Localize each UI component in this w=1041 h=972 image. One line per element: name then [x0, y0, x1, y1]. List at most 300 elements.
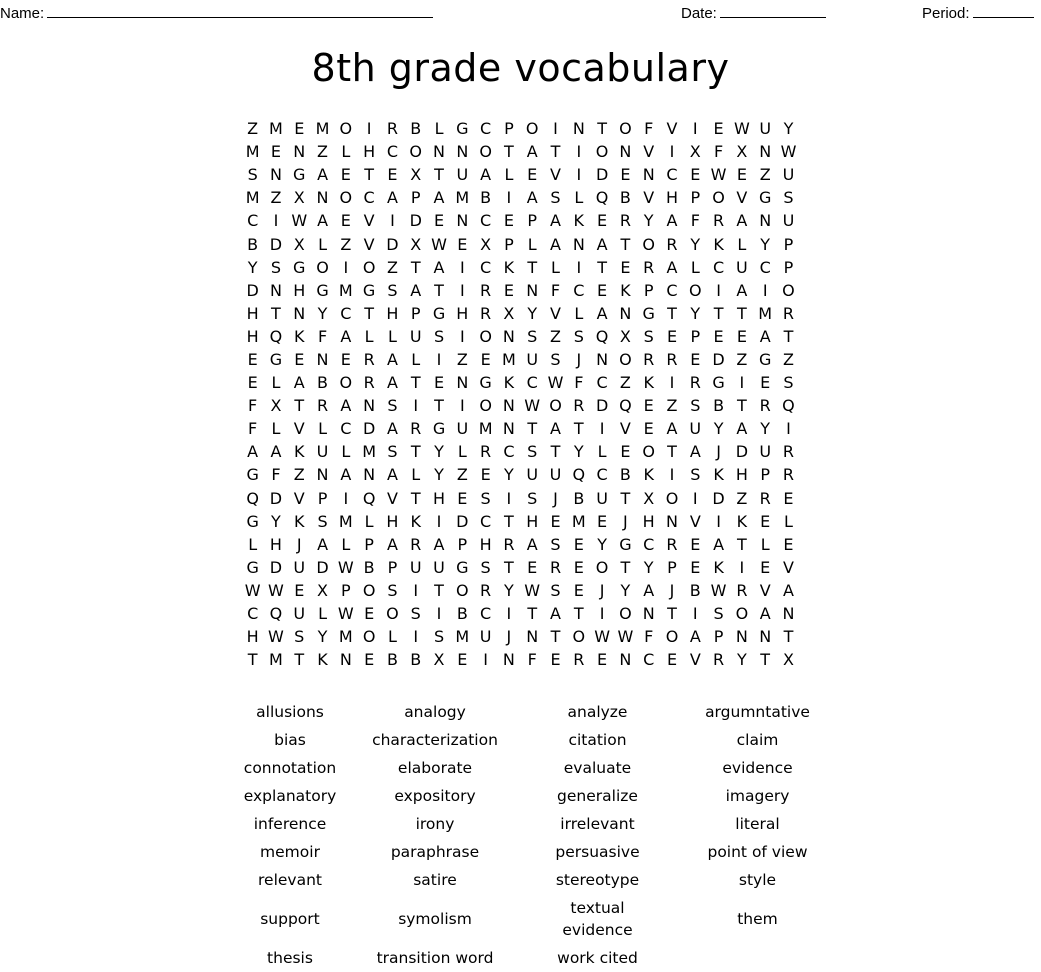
grid-letter[interactable]: P: [410, 303, 421, 323]
grid-letter[interactable]: C: [480, 119, 492, 139]
grid-letter[interactable]: Z: [340, 234, 352, 254]
grid-letter[interactable]: L: [411, 465, 421, 485]
grid-letter[interactable]: K: [293, 442, 305, 462]
grid-letter[interactable]: L: [457, 442, 467, 462]
grid-letter[interactable]: O: [595, 557, 609, 577]
grid-letter[interactable]: P: [783, 257, 794, 277]
grid-letter[interactable]: I: [599, 419, 605, 439]
grid-letter[interactable]: A: [386, 419, 398, 439]
grid-letter[interactable]: S: [550, 580, 561, 600]
grid-letter[interactable]: E: [783, 534, 794, 554]
grid-letter[interactable]: S: [527, 442, 538, 462]
grid-letter[interactable]: G: [269, 349, 283, 369]
grid-letter[interactable]: P: [387, 557, 398, 577]
grid-letter[interactable]: Y: [247, 257, 258, 277]
grid-letter[interactable]: R: [619, 211, 631, 231]
grid-letter[interactable]: G: [293, 257, 306, 277]
grid-letter[interactable]: T: [410, 442, 421, 462]
grid-letter[interactable]: O: [619, 349, 632, 369]
grid-letter[interactable]: J: [623, 511, 628, 531]
grid-letter[interactable]: D: [735, 442, 749, 462]
grid-letter[interactable]: T: [247, 650, 258, 670]
grid-letter[interactable]: K: [573, 211, 585, 231]
grid-letter[interactable]: A: [689, 627, 701, 647]
grid-letter[interactable]: Y: [760, 234, 771, 254]
grid-letter[interactable]: N: [526, 627, 539, 647]
grid-letter[interactable]: C: [713, 257, 725, 277]
grid-letter[interactable]: T: [667, 303, 677, 323]
grid-letter[interactable]: N: [596, 349, 609, 369]
grid-letter[interactable]: E: [760, 557, 771, 577]
grid-letter[interactable]: Q: [595, 326, 609, 346]
grid-letter[interactable]: S: [550, 349, 561, 369]
grid-letter[interactable]: M: [455, 627, 470, 647]
grid-letter[interactable]: A: [317, 211, 329, 231]
grid-letter[interactable]: Z: [293, 465, 305, 485]
grid-letter[interactable]: O: [712, 188, 725, 208]
grid-letter[interactable]: F: [690, 211, 700, 231]
grid-letter[interactable]: F: [550, 280, 561, 300]
grid-letter[interactable]: O: [782, 280, 795, 300]
grid-letter[interactable]: K: [736, 511, 748, 531]
grid-letter[interactable]: L: [527, 234, 537, 254]
grid-letter[interactable]: X: [503, 303, 515, 323]
grid-letter[interactable]: T: [667, 604, 677, 624]
grid-letter[interactable]: E: [643, 419, 654, 439]
grid-letter[interactable]: L: [341, 534, 351, 554]
grid-letter[interactable]: V: [363, 234, 375, 254]
grid-letter[interactable]: S: [783, 188, 794, 208]
grid-letter[interactable]: X: [782, 650, 794, 670]
grid-letter[interactable]: T: [736, 303, 747, 323]
grid-letter[interactable]: W: [244, 580, 261, 600]
grid-letter[interactable]: E: [480, 465, 491, 485]
grid-letter[interactable]: C: [573, 280, 585, 300]
grid-letter[interactable]: F: [574, 373, 584, 393]
grid-letter[interactable]: L: [248, 534, 258, 554]
grid-letter[interactable]: X: [270, 396, 282, 416]
grid-letter[interactable]: R: [480, 580, 492, 600]
grid-letter[interactable]: H: [246, 303, 259, 323]
grid-letter[interactable]: S: [433, 326, 445, 346]
grid-letter[interactable]: S: [643, 326, 654, 346]
grid-letter[interactable]: C: [759, 257, 771, 277]
grid-letter[interactable]: W: [431, 234, 447, 254]
grid-letter[interactable]: L: [271, 373, 281, 393]
grid-letter[interactable]: T: [620, 557, 631, 577]
grid-letter[interactable]: N: [456, 142, 469, 162]
grid-letter[interactable]: A: [550, 604, 561, 624]
grid-letter[interactable]: T: [550, 442, 561, 462]
grid-letter[interactable]: I: [576, 165, 582, 185]
grid-letter[interactable]: E: [550, 650, 561, 670]
period-line[interactable]: [973, 4, 1034, 18]
grid-letter[interactable]: E: [690, 557, 701, 577]
grid-letter[interactable]: Y: [783, 119, 794, 139]
grid-letter[interactable]: U: [409, 557, 422, 577]
grid-letter[interactable]: W: [617, 627, 634, 647]
grid-letter[interactable]: I: [506, 488, 512, 508]
grid-letter[interactable]: I: [692, 119, 698, 139]
grid-letter[interactable]: R: [666, 349, 678, 369]
grid-letter[interactable]: S: [480, 488, 491, 508]
grid-letter[interactable]: L: [597, 442, 607, 462]
grid-letter[interactable]: N: [526, 280, 539, 300]
grid-letter[interactable]: E: [457, 234, 468, 254]
grid-letter[interactable]: K: [713, 557, 724, 577]
grid-letter[interactable]: T: [364, 303, 375, 323]
grid-letter[interactable]: H: [293, 280, 306, 300]
grid-letter[interactable]: E: [597, 511, 608, 531]
grid-letter[interactable]: D: [595, 396, 609, 416]
grid-letter[interactable]: E: [666, 650, 678, 670]
grid-letter[interactable]: C: [643, 534, 655, 554]
grid-letter[interactable]: I: [459, 396, 465, 416]
grid-letter[interactable]: I: [669, 465, 675, 485]
grid-letter[interactable]: V: [689, 511, 701, 531]
grid-letter[interactable]: O: [339, 119, 353, 139]
grid-letter[interactable]: A: [340, 465, 352, 485]
grid-letter[interactable]: N: [269, 165, 282, 185]
grid-letter[interactable]: Z: [270, 188, 282, 208]
grid-letter[interactable]: O: [642, 442, 655, 462]
grid-letter[interactable]: T: [410, 257, 421, 277]
grid-letter[interactable]: I: [436, 604, 442, 624]
grid-letter[interactable]: Y: [271, 511, 281, 531]
grid-letter[interactable]: O: [362, 257, 376, 277]
grid-letter[interactable]: R: [410, 419, 422, 439]
grid-letter[interactable]: A: [433, 534, 445, 554]
grid-letter[interactable]: L: [574, 303, 584, 323]
grid-letter[interactable]: A: [596, 303, 608, 323]
grid-letter[interactable]: N: [456, 211, 469, 231]
grid-letter[interactable]: P: [690, 188, 701, 208]
grid-letter[interactable]: H: [735, 465, 748, 485]
grid-letter[interactable]: T: [410, 488, 421, 508]
grid-letter[interactable]: A: [666, 419, 678, 439]
grid-letter[interactable]: C: [526, 373, 538, 393]
grid-letter[interactable]: T: [504, 557, 514, 577]
grid-letter[interactable]: N: [293, 303, 306, 323]
grid-letter[interactable]: E: [387, 165, 398, 185]
grid-letter[interactable]: G: [758, 188, 772, 208]
grid-letter[interactable]: U: [409, 326, 422, 346]
grid-letter[interactable]: L: [784, 511, 793, 531]
grid-letter[interactable]: D: [386, 234, 399, 254]
grid-letter[interactable]: M: [269, 650, 283, 670]
grid-letter[interactable]: A: [270, 442, 282, 462]
grid-letter[interactable]: H: [456, 303, 469, 323]
grid-letter[interactable]: C: [666, 280, 678, 300]
grid-letter[interactable]: H: [479, 534, 492, 554]
grid-letter[interactable]: E: [760, 511, 771, 531]
grid-letter[interactable]: G: [362, 280, 376, 300]
grid-letter[interactable]: H: [433, 488, 446, 508]
grid-letter[interactable]: W: [524, 396, 541, 416]
grid-letter[interactable]: P: [504, 234, 514, 254]
grid-letter[interactable]: P: [783, 234, 794, 254]
grid-letter[interactable]: M: [338, 627, 353, 647]
grid-letter[interactable]: Y: [643, 211, 654, 231]
grid-letter[interactable]: I: [506, 188, 512, 208]
grid-letter[interactable]: Z: [759, 165, 771, 185]
grid-letter[interactable]: R: [316, 396, 329, 416]
grid-letter[interactable]: J: [553, 488, 558, 508]
grid-letter[interactable]: S: [387, 442, 398, 462]
grid-letter[interactable]: R: [480, 442, 492, 462]
grid-letter[interactable]: O: [665, 627, 679, 647]
grid-letter[interactable]: O: [642, 234, 655, 254]
grid-letter[interactable]: E: [294, 580, 305, 600]
grid-letter[interactable]: E: [457, 488, 468, 508]
grid-letter[interactable]: G: [456, 557, 469, 577]
grid-letter[interactable]: E: [713, 326, 724, 346]
grid-letter[interactable]: R: [782, 442, 795, 462]
grid-letter[interactable]: O: [339, 373, 353, 393]
grid-letter[interactable]: T: [434, 396, 444, 416]
grid-letter[interactable]: T: [527, 419, 538, 439]
grid-letter[interactable]: E: [736, 326, 747, 346]
grid-letter[interactable]: C: [666, 165, 678, 185]
grid-letter[interactable]: H: [386, 511, 399, 531]
grid-letter[interactable]: N: [363, 465, 376, 485]
grid-letter[interactable]: V: [550, 165, 561, 185]
grid-letter[interactable]: K: [410, 511, 421, 531]
grid-letter[interactable]: R: [666, 534, 678, 554]
grid-letter[interactable]: A: [317, 165, 329, 185]
grid-letter[interactable]: R: [689, 373, 701, 393]
grid-letter[interactable]: U: [479, 627, 492, 647]
grid-letter[interactable]: P: [713, 627, 724, 647]
grid-letter[interactable]: G: [619, 534, 632, 554]
grid-letter[interactable]: Z: [782, 349, 794, 369]
grid-letter[interactable]: C: [340, 419, 352, 439]
grid-letter[interactable]: B: [456, 604, 468, 624]
grid-letter[interactable]: S: [387, 280, 398, 300]
grid-letter[interactable]: E: [666, 326, 678, 346]
grid-letter[interactable]: L: [318, 234, 327, 254]
grid-letter[interactable]: Q: [782, 396, 795, 416]
grid-letter[interactable]: T: [527, 257, 538, 277]
grid-letter[interactable]: X: [410, 165, 422, 185]
grid-letter[interactable]: U: [526, 465, 539, 485]
grid-letter[interactable]: L: [504, 165, 514, 185]
grid-letter[interactable]: I: [692, 604, 698, 624]
grid-letter[interactable]: V: [619, 419, 631, 439]
grid-letter[interactable]: I: [483, 650, 488, 670]
grid-letter[interactable]: I: [716, 280, 721, 300]
grid-letter[interactable]: R: [643, 257, 655, 277]
grid-letter[interactable]: E: [457, 650, 468, 670]
grid-letter[interactable]: E: [480, 349, 491, 369]
grid-letter[interactable]: Z: [456, 465, 468, 485]
grid-letter[interactable]: P: [364, 534, 374, 554]
grid-letter[interactable]: E: [690, 534, 701, 554]
grid-letter[interactable]: T: [434, 280, 444, 300]
grid-letter[interactable]: L: [551, 257, 560, 277]
grid-letter[interactable]: A: [386, 373, 398, 393]
grid-letter[interactable]: T: [597, 119, 607, 139]
grid-letter[interactable]: W: [594, 627, 611, 647]
grid-letter[interactable]: L: [318, 419, 327, 439]
grid-letter[interactable]: T: [504, 511, 514, 531]
grid-letter[interactable]: T: [573, 419, 584, 439]
grid-letter[interactable]: U: [526, 349, 539, 369]
grid-letter[interactable]: D: [595, 165, 609, 185]
grid-letter[interactable]: W: [337, 604, 354, 624]
grid-letter[interactable]: I: [716, 511, 721, 531]
grid-letter[interactable]: L: [387, 627, 397, 647]
grid-letter[interactable]: T: [620, 234, 631, 254]
grid-letter[interactable]: R: [643, 349, 655, 369]
grid-letter[interactable]: E: [550, 511, 561, 531]
grid-letter[interactable]: B: [410, 650, 422, 670]
grid-letter[interactable]: X: [480, 234, 492, 254]
grid-letter[interactable]: N: [572, 234, 585, 254]
grid-letter[interactable]: D: [269, 234, 283, 254]
grid-letter[interactable]: U: [782, 165, 795, 185]
grid-letter[interactable]: C: [480, 211, 492, 231]
grid-letter[interactable]: E: [690, 349, 701, 369]
grid-letter[interactable]: Y: [690, 234, 701, 254]
grid-letter[interactable]: O: [456, 580, 469, 600]
grid-letter[interactable]: X: [643, 488, 655, 508]
grid-letter[interactable]: N: [666, 511, 678, 531]
grid-letter[interactable]: O: [525, 119, 539, 139]
grid-letter[interactable]: N: [502, 326, 515, 346]
grid-letter[interactable]: M: [455, 188, 470, 208]
grid-letter[interactable]: A: [410, 280, 422, 300]
grid-letter[interactable]: O: [595, 142, 609, 162]
grid-letter[interactable]: A: [340, 326, 352, 346]
grid-letter[interactable]: N: [316, 465, 329, 485]
grid-letter[interactable]: N: [642, 604, 655, 624]
grid-letter[interactable]: T: [667, 442, 677, 462]
grid-letter[interactable]: V: [736, 188, 748, 208]
grid-letter[interactable]: Y: [573, 442, 584, 462]
grid-letter[interactable]: D: [246, 280, 259, 300]
grid-letter[interactable]: L: [341, 442, 351, 462]
grid-letter[interactable]: B: [689, 580, 701, 600]
grid-letter[interactable]: N: [339, 650, 352, 670]
grid-letter[interactable]: K: [317, 650, 328, 670]
grid-letter[interactable]: Q: [269, 326, 283, 346]
grid-letter[interactable]: O: [665, 488, 679, 508]
grid-letter[interactable]: I: [413, 627, 419, 647]
grid-letter[interactable]: B: [247, 234, 259, 254]
grid-letter[interactable]: D: [712, 488, 725, 508]
grid-letter[interactable]: E: [597, 650, 608, 670]
grid-letter[interactable]: M: [758, 303, 773, 323]
grid-letter[interactable]: V: [643, 188, 655, 208]
grid-letter[interactable]: B: [619, 188, 631, 208]
grid-letter[interactable]: A: [736, 280, 748, 300]
grid-letter[interactable]: A: [666, 211, 678, 231]
grid-letter[interactable]: W: [710, 165, 727, 185]
grid-letter[interactable]: S: [247, 165, 258, 185]
grid-letter[interactable]: A: [526, 534, 538, 554]
grid-letter[interactable]: G: [246, 557, 259, 577]
grid-letter[interactable]: I: [459, 326, 465, 346]
grid-letter[interactable]: P: [527, 211, 538, 231]
grid-letter[interactable]: S: [573, 326, 584, 346]
grid-letter[interactable]: T: [550, 627, 561, 647]
grid-letter[interactable]: Q: [572, 465, 586, 485]
grid-letter[interactable]: E: [620, 165, 631, 185]
grid-letter[interactable]: U: [782, 211, 795, 231]
grid-letter[interactable]: A: [526, 188, 538, 208]
grid-letter[interactable]: Z: [247, 119, 259, 139]
grid-letter[interactable]: W: [547, 373, 564, 393]
grid-letter[interactable]: H: [526, 511, 539, 531]
grid-letter[interactable]: P: [667, 557, 677, 577]
grid-letter[interactable]: R: [759, 488, 771, 508]
grid-letter[interactable]: N: [759, 142, 772, 162]
grid-letter[interactable]: E: [340, 165, 351, 185]
grid-letter[interactable]: P: [643, 280, 654, 300]
grid-letter[interactable]: N: [619, 303, 632, 323]
grid-letter[interactable]: S: [783, 373, 794, 393]
grid-letter[interactable]: C: [503, 442, 515, 462]
grid-letter[interactable]: C: [247, 604, 259, 624]
grid-letter[interactable]: L: [271, 419, 281, 439]
grid-letter[interactable]: W: [710, 580, 727, 600]
grid-letter[interactable]: U: [549, 465, 562, 485]
grid-letter[interactable]: S: [690, 465, 701, 485]
grid-letter[interactable]: T: [504, 142, 514, 162]
grid-letter[interactable]: Y: [760, 419, 771, 439]
grid-letter[interactable]: Q: [362, 488, 376, 508]
grid-letter[interactable]: A: [550, 419, 561, 439]
grid-letter[interactable]: Y: [736, 650, 747, 670]
grid-letter[interactable]: O: [409, 142, 423, 162]
grid-letter[interactable]: A: [526, 142, 538, 162]
grid-letter[interactable]: O: [386, 604, 399, 624]
grid-letter[interactable]: G: [456, 119, 469, 139]
grid-letter[interactable]: O: [479, 326, 492, 346]
grid-letter[interactable]: M: [362, 442, 377, 462]
grid-letter[interactable]: S: [550, 534, 561, 554]
grid-letter[interactable]: V: [386, 488, 398, 508]
grid-letter[interactable]: Y: [434, 465, 444, 485]
grid-letter[interactable]: G: [432, 419, 446, 439]
grid-letter[interactable]: O: [362, 627, 376, 647]
grid-letter[interactable]: H: [246, 326, 259, 346]
grid-letter[interactable]: A: [386, 534, 398, 554]
grid-letter[interactable]: C: [340, 303, 352, 323]
grid-letter[interactable]: H: [642, 511, 655, 531]
grid-letter[interactable]: G: [758, 349, 772, 369]
grid-letter[interactable]: T: [434, 580, 444, 600]
grid-letter[interactable]: B: [480, 188, 492, 208]
grid-letter[interactable]: T: [271, 303, 281, 323]
grid-letter[interactable]: G: [642, 303, 655, 323]
grid-letter[interactable]: R: [503, 534, 515, 554]
grid-letter[interactable]: A: [317, 534, 329, 554]
grid-letter[interactable]: W: [291, 211, 308, 231]
grid-letter[interactable]: H: [665, 188, 678, 208]
grid-letter[interactable]: A: [666, 257, 678, 277]
grid-letter[interactable]: V: [666, 119, 678, 139]
grid-letter[interactable]: X: [619, 326, 631, 346]
grid-letter[interactable]: B: [317, 373, 329, 393]
grid-letter[interactable]: E: [643, 396, 654, 416]
grid-letter[interactable]: N: [782, 604, 795, 624]
grid-letter[interactable]: U: [293, 557, 306, 577]
grid-letter[interactable]: T: [736, 534, 747, 554]
grid-letter[interactable]: R: [666, 234, 678, 254]
grid-letter[interactable]: N: [456, 373, 469, 393]
